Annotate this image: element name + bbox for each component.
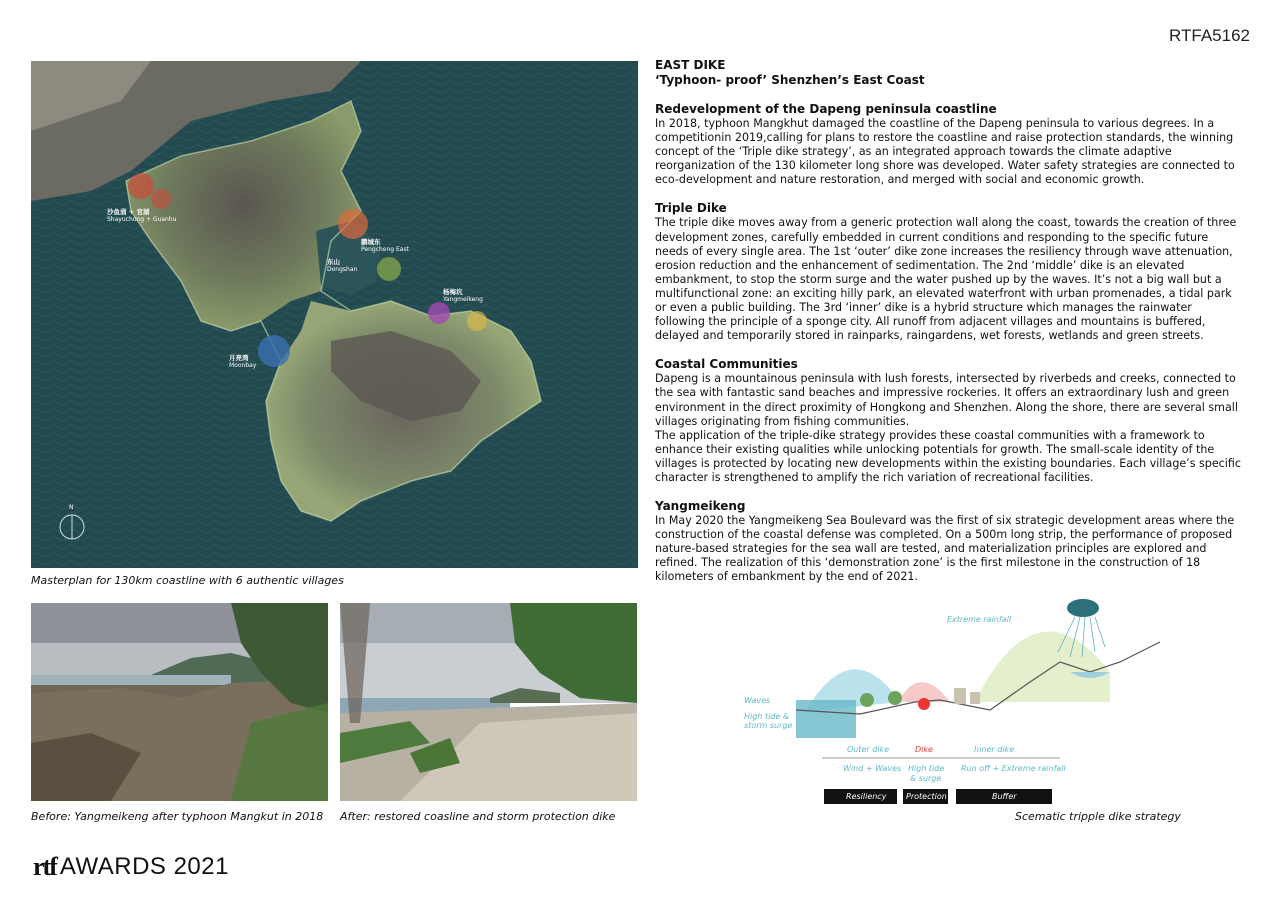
section-heading: Coastal Communities	[655, 357, 798, 372]
threat-outer: Wind + Waves	[843, 764, 902, 773]
section-body: In 2018, typhoon Mangkhut damaged the coastline of the Dapeng peninsula to various degrees. In a competitionin 2019,calling for plans to restore the coastline and raise protection standards, the winning concept of the ‘Triple dike strategy’, as an integrated approach towards the climate adaptive reorganization of the 130 kilometer long shore was developed. Water safety strategies are connected to eco-development and nature restoration, and merged with social and economic growth.	[655, 117, 1235, 187]
village-marker-yangmeikeng	[428, 302, 450, 324]
section-body: Dapeng is a mountainous peninsula with lush forests, intersected by riverbeds and creeks, connected to the sea with fantastic sand beaches and impressive rockeries. It offers an extraordinary lush and green environment in the direct proximity of Hongkong and Shenzhen. Along the shore, there are several small villages originating from fishing communities.	[655, 372, 1238, 428]
map-label-yangmeikeng: 杨梅坑 Yangmeikeng	[443, 288, 483, 303]
role-protection: Protection	[906, 792, 947, 801]
high-tide-label: High tide &	[744, 712, 790, 721]
role-buffer: Buffer	[992, 792, 1017, 801]
article	[655, 58, 1243, 585]
zone-name-dike: Dike	[915, 745, 933, 754]
village-marker-dongshan	[377, 257, 401, 281]
before-photo	[31, 603, 328, 801]
village-marker-shayuchong	[128, 173, 154, 199]
threat-inner: Run off + Extreme rainfall	[961, 764, 1066, 773]
masterplan-map	[31, 61, 638, 568]
masterplan-illustration	[31, 61, 638, 568]
section-heading: Triple Dike	[655, 201, 727, 216]
after-photo	[340, 603, 637, 801]
village-marker-moonbay	[258, 335, 290, 367]
section-body: The triple dike moves away from a generic protection wall along the coast, towards the creation of three development zones, carefully embedded in current conditions and responding to the specific future needs of every single area. The 1st ‘outer’ dike zone increases the resiliency through wave attenuation, erosion reduction and the enhancement of sedimentation. The 2nd ‘middle’ dike is an elevated embankment, to stop the storm surge and the water pushed up by the waves. It’s not a big wall but a multifunctional zone: an exciting hilly park, an elevated waterfront with urban promenades, a tidal park or even a public building. The 3rd ‘inner’ dike is a hybrid structure which manages the rainwater following the principle of a sponge city. All runoff from adjacent villages and mountains is buffered, delayed and temporarily stored in rainparks, raingardens, wet forests, wetlands and green streets.	[655, 216, 1237, 343]
after-caption: After: restored coasline and storm protection dike	[340, 810, 616, 823]
map-label-moonbay: 月亮湾 Moonbay	[229, 354, 257, 369]
map-label-shayuchong: 沙鱼涌 + 官湖 Shayuchong + Guanhu	[107, 208, 177, 223]
rtf-logo-mark: rtf	[33, 852, 56, 881]
article-subtitle: ‘Typhoon- proof’ Shenzhen’s East Coast	[655, 73, 925, 87]
article-title: EAST DIKE	[655, 58, 726, 72]
awards-text: AWARDS 2021	[59, 853, 229, 880]
section-heading: Yangmeikeng	[655, 499, 746, 514]
threat-dike-2: & surge	[910, 774, 942, 783]
role-resiliency: Resiliency	[846, 792, 887, 801]
zone-name-outer: Outer dike	[847, 745, 890, 754]
village-marker-pengcheng	[338, 209, 368, 239]
map-caption: Masterplan for 130km coastline with 6 authentic villages	[31, 574, 344, 587]
cloud-icon	[1067, 599, 1099, 617]
section-body: The application of the triple-dike strategy provides these coastal communities with a framework to enhance their existing qualities while unlocking potentials for growth. The small-scale identity of the villages is protected by locating new developments within the existing boundaries. Each village’s specific character is strengthened to amplify the rich variation of recreational facilities.	[655, 428, 1241, 484]
map-label-pengcheng: 鹏城东 Pengcheng East	[361, 238, 409, 253]
diagram-caption: Scematic tripple dike strategy	[1015, 810, 1181, 823]
map-label-dongshan: 东山 Dongshan	[327, 258, 358, 273]
section-heading: Redevelopment of the Dapeng peninsula coastline	[655, 102, 997, 116]
threat-dike: High tide	[908, 764, 945, 773]
zone-name-inner: Inner dike	[974, 745, 1015, 754]
section-body: In May 2020 the Yangmeikeng Sea Boulevard was the first of six strategic development areas where the construction of the coastal defense was completed. On a 500m long strip, the performance of proposed nature-based strategies for the sea wall are tested, and materialization principles are explored and refined. The realization of this ‘demonstration zone’ is the first milestone in the construction of 18 kilometers of embankment by the end of 2021.	[655, 514, 1235, 584]
triple-dike-diagram	[740, 592, 1170, 807]
extreme-rainfall-label: Extreme rainfall	[947, 615, 1012, 624]
project-code: RTFA5162	[1169, 26, 1250, 45]
before-caption: Before: Yangmeikeng after typhoon Mangkut in 2018	[31, 810, 324, 823]
storm-surge-label: storm surge	[744, 721, 793, 730]
awards-logo	[33, 852, 229, 882]
north-label: N	[69, 504, 74, 511]
waves-label: Waves	[744, 696, 771, 705]
